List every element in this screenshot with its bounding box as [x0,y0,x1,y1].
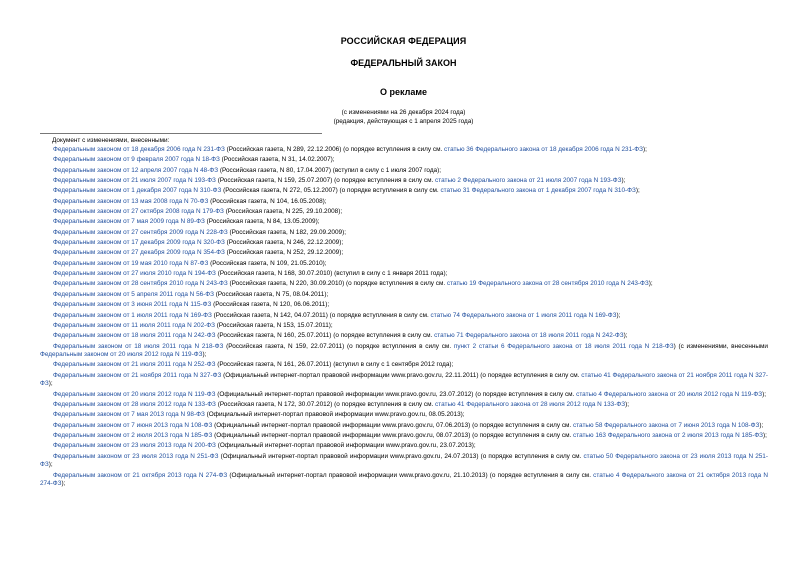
amendment-source-text: (Официальный интернет-портал правовой информации www.pravo.gov.ru, 08.07.2013) (о порядке вступления в силу см. [212,432,574,440]
entry-into-force-link[interactable]: статью 31 Федерального закона от 1 декабря 2007 года N 310-ФЗ [440,187,636,195]
amendment-source-text: (Российская газета, N 172, 30.07.2012) (о порядке вступления в силу см. [215,401,436,409]
amendment-item [40,291,768,300]
amendment-source-text: (Российская газета, N 182, 29.09.2009); [227,228,346,236]
amendment-tail-text: ); [762,390,767,398]
amending-law-link[interactable]: Федеральным законом от 13 мая 2008 года N 70-ФЗ [53,197,209,205]
amending-law-link[interactable]: Федеральным законом от 18 декабря 2006 года N 231-ФЗ [53,146,225,153]
amendment-source-text: (Российская газета, N 246, 22.12.2009); [224,239,344,247]
amendment-tail-text: ); [763,432,767,440]
amending-law-link[interactable]: Федеральным законом от 2 июля 2013 года N 185-ФЗ [53,432,213,440]
amending-law-link[interactable]: Федеральным законом от 21 июля 2007 года N 193-ФЗ [53,177,216,185]
amending-law-link[interactable]: Федеральным законом от 27 октября 2008 года N 179-ФЗ [53,208,224,216]
amending-law-link[interactable]: Федеральным законом от 1 декабря 2007 года N 310-ФЗ [53,187,222,195]
entry-into-force-link[interactable]: статью 50 Федерального закона от 23 июля 2013 года N 251-ФЗ [40,452,768,469]
amendment-item [40,198,768,207]
amendment-item [40,177,768,186]
entry-into-force-link[interactable]: пункт 2 статьи 6 Федерального закона от 18 июля 2011 года N 218-ФЗ [453,342,674,350]
amendment-tail-text: ); [648,280,653,288]
amendment-item [40,322,768,331]
amendment-item [40,260,768,269]
amendment-item [40,472,768,489]
amendment-source-text: (Российская газета, N 168, 30.07.2010) (вступил в силу с 1 января 2011 года); [215,270,448,278]
amendment-item [40,391,768,400]
amendment-tail-text: ); [616,311,621,319]
amendment-source-text: (Российская газета, N 84, 13.05.2009); [204,218,320,226]
amendment-item [40,372,768,389]
entry-into-force-link[interactable]: статью 71 Федерального закона от 18 июля 2011 года N 242-ФЗ [434,332,624,340]
amendment-source-text: (Российская газета, N 142, 04.07.2011) (о порядке вступления в силу см. [211,311,431,319]
law-title: О рекламе [379,87,427,97]
amendment-item [40,453,768,470]
amendment-source-text: (Российская газета, N 80, 17.04.2007) (вступил в силу с 1 июля 2007 года); [218,166,442,174]
entry-into-force-link[interactable]: статью 4 Федерального закона от 20 июля 2012 года N 119-ФЗ [576,390,763,398]
amending-law-link[interactable]: Федеральным законом от 1 июля 2011 года N 169-ФЗ [53,311,212,319]
law-type-heading: ФЕДЕРАЛЬНЫЙ ЗАКОН [350,58,457,68]
amendment-item [40,361,768,370]
amending-law-link[interactable]: Федеральным законом от 18 июля 2011 года N 242-ФЗ [53,332,216,340]
amendment-tail-text: ); [61,480,66,488]
amending-law-link[interactable]: Федеральным законом от 9 февраля 2007 года N 18-ФЗ [53,156,220,164]
amendment-item [40,422,768,431]
amendment-item [40,432,768,441]
amending-law-link[interactable]: Федеральным законом от 12 апреля 2007 года N 48-ФЗ [53,166,219,174]
amending-law-link[interactable]: Федеральным законом от 28 сентября 2010 года N 243-ФЗ [53,280,228,288]
amendment-tail-text: ); [621,177,626,185]
amendment-source-text: (Российская газета, N 31, 14.02.2007); [219,156,335,164]
amendment-item [40,239,768,248]
amending-law-link[interactable]: Федеральным законом от 21 июля 2011 года N 252-ФЗ [53,361,216,369]
amendment-source-text: (Официальный интернет-портал правовой информации www.pravo.gov.ru, 23.07.2012) (о порядке вступления в силу см. [215,390,577,398]
country-heading: РОССИЙСКАЯ ФЕДЕРАЦИЯ [340,36,467,46]
amendment-item [40,187,768,196]
amendment-source-text: (Российская газета, N 109, 21.05.2010); [208,259,327,267]
amendment-source-text: (Российская газета, N 160, 25.07.2011) (о порядке вступления в силу см. [215,332,435,340]
amendment-tail-text: ); [623,332,628,340]
amendment-source-text: (Официальный интернет-портал правовой информации www.pravo.gov.ru, 08.05.2013); [204,411,465,419]
amending-law-link[interactable]: Федеральным законом от 27 декабря 2009 года N 354-ФЗ [53,249,225,257]
amendment-tail-text: ); [48,380,53,388]
entry-into-force-link[interactable]: статью 19 Федерального закона от 28 сентября 2010 года N 243-ФЗ [446,280,649,288]
amending-law-link[interactable]: Федеральным законом от 7 мая 2013 года N 98-ФЗ [53,411,205,419]
amendment-item [40,401,768,410]
amendment-item [40,312,768,321]
amendment-source-text: (Российская газета, N 159, 25.07.2007) (о порядке вступления в силу см. [215,177,436,185]
amendment-source-text: (Российская газета, N 159, 22.07.2011) (о порядке вступления в силу см. [223,342,454,350]
amending-law-link[interactable]: Федеральным законом от 18 июля 2011 года N 218-ФЗ [53,342,224,350]
amendment-source-text: (Российская газета, N 104, 16.05.2008); [208,197,327,205]
amending-law-link[interactable]: Федеральным законом от 11 июля 2011 года N 202-ФЗ [53,321,215,329]
amendment-item [40,280,768,289]
entry-into-force-link[interactable]: статью 41 Федерального закона от 28 июля 2012 года N 133-ФЗ [435,401,626,409]
amendment-tail-text: ); [48,461,53,469]
amending-law-link[interactable]: Федеральным законом от 19 мая 2010 года N 87-ФЗ [53,259,209,267]
edition-note-amended: (с изменениями на 26 декабря 2024 года) [341,109,466,116]
entry-into-force-link[interactable]: статью 74 Федерального закона от 1 июля 2011 года N 169-ФЗ [430,311,617,319]
entry-into-force-link[interactable]: статью 4 Федерального закона от 21 октября 2013 года N 274-ФЗ [40,471,768,488]
amending-law-link[interactable]: Федеральным законом от 3 июня 2011 года N 115-ФЗ [53,301,212,309]
amending-law-link[interactable]: Федеральным законом от 7 мая 2009 года N 89-ФЗ [53,218,205,226]
amending-law-link[interactable]: Федеральным законом от 5 апреля 2011 года N 56-ФЗ [53,290,215,298]
amendment-source-text: (Российская газета, N 75, 08.04.2011); [214,290,329,298]
amending-law-link[interactable]: Федеральным законом от 28 июля 2012 года N 133-ФЗ [53,401,216,409]
amending-law-link[interactable]: Федеральным законом от 23 июля 2013 года N 251-ФЗ [53,452,219,460]
amending-law-link[interactable]: Федеральным законом от 17 декабря 2009 года N 320-ФЗ [53,239,225,247]
entry-into-force-link[interactable]: статью 2 Федерального закона от 21 июля 2007 года N 193-ФЗ [435,177,622,185]
amendments-intro: Документ с изменениями, внесенными: [52,137,170,144]
amendment-source-text: (Российская газета, N 220, 30.09.2010) (о порядке вступления в силу см. [227,280,447,288]
entry-into-force-link[interactable]: статью 58 Федерального закона от 7 июня 2013 года N 108-ФЗ [572,421,760,429]
amendment-item [40,208,768,217]
amendment-source-text: (Российская газета, N 161, 26.07.2011) (вступил в силу с 1 сентября 2012 года); [215,361,454,369]
amendment-item [40,411,768,420]
separator-rule [40,133,322,134]
amendment-tail-text: ); [759,421,764,429]
amending-law-link[interactable]: Федеральным законом от 7 июня 2013 года N 108-ФЗ [53,421,213,429]
amending-law-link[interactable]: Федеральным законом от 23 июля 2013 года N 200-ФЗ [53,442,216,450]
amendment-source-text: (Официальный интернет-портал правовой информации www.pravo.gov.ru, 23.07.2013); [215,442,476,450]
amendment-source-text: (Официальный интернет-портал правовой информации www.pravo.gov.ru, 22.11.2011) (о порядке вступления в силу см. [221,371,582,379]
amendment-item [40,442,768,451]
amendment-source-text: (Официальный интернет-портал правовой информации www.pravo.gov.ru, 24.07.2013) (о порядке вступления в силу см. [218,452,584,460]
amendment-source-text: (Официальный интернет-портал правовой информации www.pravo.gov.ru, 21.10.2013) (о порядке вступления в силу см. [227,471,594,479]
amendment-source-text: (Российская газета, N 120, 06.06.2011); [211,301,330,309]
amending-law-link[interactable]: Федеральным законом от 27 сентября 2009 года N 228-ФЗ [53,228,228,236]
amendment-source-text: (Российская газета, N 272, 05.12.2007) (о порядке вступления в силу см. [221,187,441,195]
amended-by-link[interactable]: Федеральным законом от 20 июля 2012 года N 119-ФЗ [40,351,203,359]
amendment-tail-text: ); [643,146,647,153]
amendment-tail-text: ); [635,187,640,195]
amendment-tail-text: ); [202,351,207,359]
amendments-list [40,146,768,491]
amending-law-link[interactable]: Федеральным законом от 20 июля 2012 года N 119-ФЗ [53,390,216,398]
amendment-tail-text: ); [625,401,629,409]
amendment-item [40,167,768,176]
amendment-tail-text: ) (с изменениями, внесенными [673,342,768,350]
amending-law-link[interactable]: Федеральным законом от 21 ноября 2011 года N 327-ФЗ [53,371,222,379]
amendment-item [40,146,768,155]
amendment-item [40,270,768,279]
amendment-item [40,156,768,165]
amendment-item [40,332,768,341]
amending-law-link[interactable]: Федеральным законом от 21 октября 2013 года N 274-ФЗ [53,471,228,479]
amendment-source-text: (Российская газета, N 252, 29.12.2009); [224,249,344,257]
entry-into-force-link[interactable]: статью 163 Федерального закона от 2 июля 2013 года N 185-ФЗ [573,432,764,440]
edition-note-effective: (редакция, действующая с 1 апреля 2025 года) [333,118,474,125]
entry-into-force-link[interactable]: статью 41 Федерального закона от 21 ноября 2011 года N 327-ФЗ [40,371,769,388]
amending-law-link[interactable]: Федеральным законом от 27 июля 2010 года N 194-ФЗ [53,270,216,278]
amendment-item [40,218,768,227]
amendment-item [40,249,768,258]
amendment-item [40,229,768,238]
amendment-item [40,343,768,360]
amendment-source-text: (Официальный интернет-портал правовой информации www.pravo.gov.ru, 07.06.2013) (о порядке вступления в силу см. [212,421,573,429]
amendment-source-text: (Российская газета, N 289, 22.12.2006) (о порядке вступления в силу см. [224,146,445,153]
amendment-source-text: (Российская газета, N 153, 15.07.2011); [214,321,333,329]
entry-into-force-link[interactable]: статью 36 Федерального закона от 18 декабря 2006 года N 231-ФЗ [444,146,643,153]
amendment-item [40,301,768,310]
amendment-source-text: (Российская газета, N 225, 29.10.2008); [223,208,343,216]
